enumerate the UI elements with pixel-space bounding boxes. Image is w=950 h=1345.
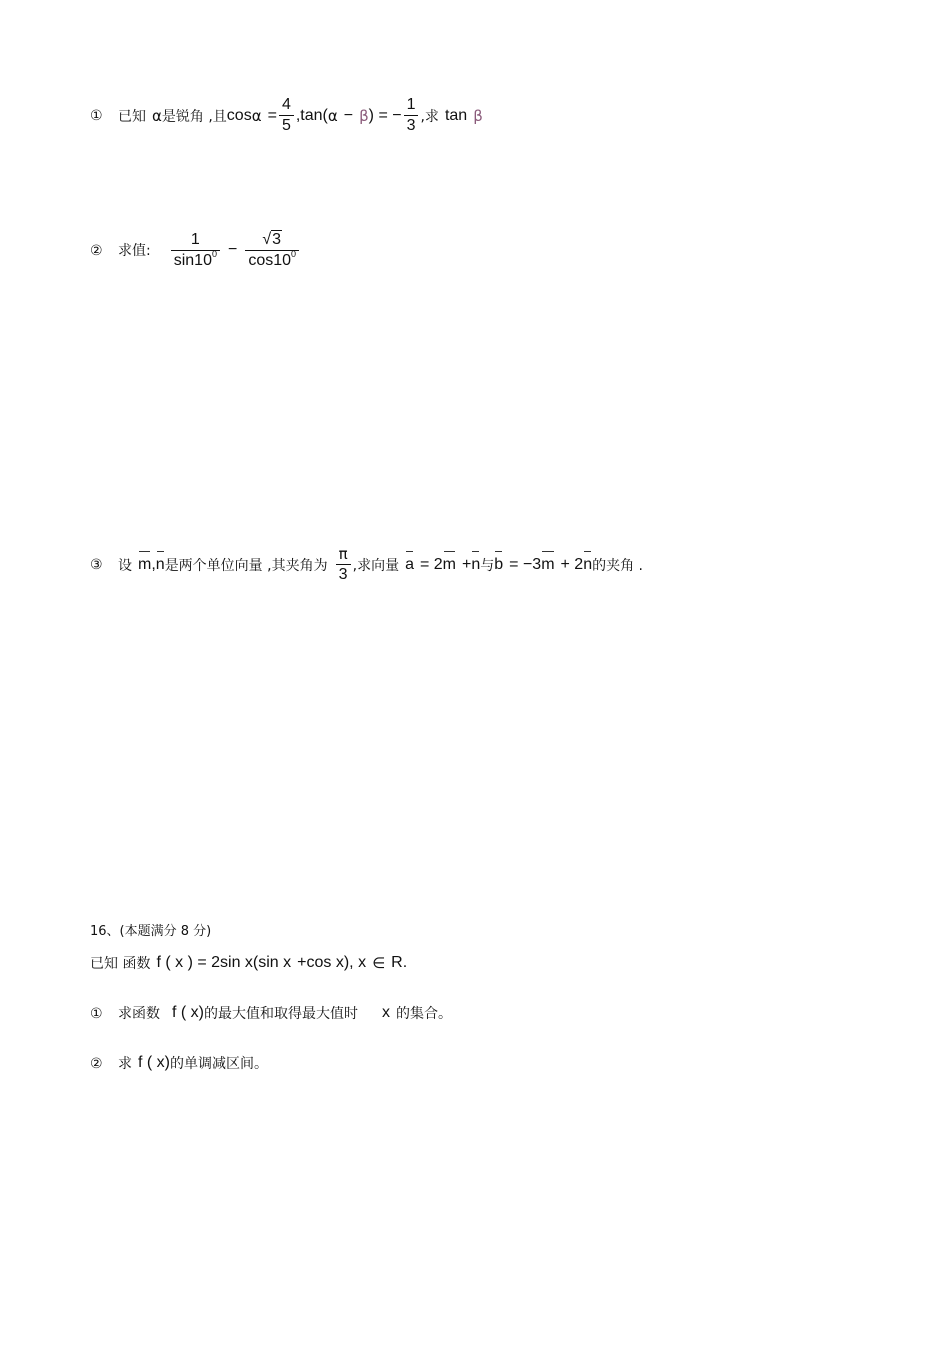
question-16-part-2 (90, 1053, 268, 1073)
q3-vec-n: n (155, 555, 165, 573)
q16-p1-f: f ( x) (172, 1004, 204, 1021)
q3-vec-a: a (405, 555, 414, 573)
q3-text-units: 是两个单位向量 ,其夹角为 (164, 557, 328, 574)
q3-eq-2: = 2 (419, 555, 443, 573)
q2-fraction-cos (245, 230, 299, 270)
q2-frac1-num: 1 (190, 230, 200, 248)
q3-vec-m: m (138, 555, 152, 573)
q16-element-of: ∈ (372, 954, 386, 972)
q16-text-known: 已知 函数 (90, 956, 151, 972)
q2-degree-sup-1: 0 (211, 248, 217, 259)
q3-comma: , (151, 555, 156, 573)
question-3-marker: ③ (90, 556, 103, 572)
q1-frac2-den: 3 (406, 117, 416, 134)
q2-text-evaluate: 求值: (118, 243, 151, 259)
q3-text-angle: 的夹角 . (592, 557, 644, 574)
q1-close-eq: ) = − (368, 106, 402, 124)
q2-sqrt-value: 3 (272, 231, 282, 248)
q1-beta: β (359, 106, 369, 125)
q1-alpha-3: α (327, 106, 338, 125)
question-16-header: 16、(本题满分 8 分) (90, 924, 212, 939)
q1-frac1-den: 5 (281, 117, 291, 134)
q2-minus: − (227, 241, 238, 258)
q3-vec-m-3: m (541, 555, 555, 573)
q3-vec-m-2: m (442, 555, 456, 573)
q16-func-2: cos x), x (306, 954, 367, 971)
q3-vec-n-2: n (471, 555, 481, 573)
question-16-part-1 (90, 1003, 452, 1023)
question-16-stem (90, 953, 407, 973)
q16-part-1-marker: ① (90, 1004, 103, 1021)
q2-frac1-den: sin10 (173, 251, 212, 269)
q16-R: R. (391, 954, 408, 971)
question-3 (90, 545, 643, 584)
question-2 (90, 230, 301, 270)
q1-text-acute: 是锐角 ,且 (161, 108, 227, 125)
q1-eq: = (267, 106, 277, 124)
q1-tan: tan (444, 106, 468, 124)
q16-func: f ( x ) = 2sin x(sin x (156, 954, 292, 971)
q1-text-known: 已知 (118, 108, 146, 125)
q3-vec-n-3: n (583, 555, 593, 573)
q1-beta-2: β (473, 106, 483, 125)
q3-pi-den: 3 (338, 566, 348, 583)
q3-eq-neg3: = −3 (509, 555, 542, 573)
q1-tan-open: ,tan( (295, 106, 328, 124)
q16-p1-x: x (382, 1004, 390, 1021)
q2-degree-sup-2: 0 (291, 249, 297, 259)
q2-sqrt: √ 3 (262, 231, 282, 248)
q3-plus-2: + 2 (560, 555, 584, 573)
q16-p1-text-3: 的集合。 (396, 1006, 452, 1022)
question-2-marker: ② (90, 241, 103, 258)
q16-p2-text-1: 求 (118, 1056, 132, 1072)
question-1-marker: ① (90, 107, 103, 123)
q3-fraction-pi-3 (336, 545, 351, 584)
q16-p2-f: f ( x) (138, 1054, 170, 1071)
q1-alpha-2: α (251, 106, 262, 125)
q3-vec-b: b (494, 555, 504, 573)
q3-text-with: 与 (480, 557, 495, 574)
q3-text-find-vec: ,求向量 (352, 557, 400, 574)
q3-plus: + (462, 555, 472, 573)
q16-p1-text-1: 求函数 (118, 1006, 160, 1022)
q1-minus: − (343, 106, 354, 124)
q16-p2-text-2: 的单调减区间。 (170, 1056, 268, 1072)
question-1 (90, 96, 483, 135)
q3-pi: π (338, 545, 348, 563)
q16-part-2-marker: ② (90, 1054, 103, 1071)
q2-fraction-sin (171, 231, 220, 270)
q1-frac1-num: 4 (281, 96, 291, 113)
q3-text-let: 设 (118, 557, 132, 574)
q1-fraction-1-3 (404, 96, 419, 135)
q1-frac2-num: 1 (406, 96, 416, 113)
q1-text-find: ,求 (420, 108, 439, 125)
q2-frac2-den: cos10 (248, 252, 292, 269)
q1-alpha: α (152, 106, 162, 125)
q1-cos: cos (226, 106, 252, 124)
q16-plus: + (297, 954, 307, 971)
q1-fraction-4-5 (279, 96, 294, 135)
q16-p1-text-2: 的最大值和取得最大值时 (204, 1006, 358, 1022)
